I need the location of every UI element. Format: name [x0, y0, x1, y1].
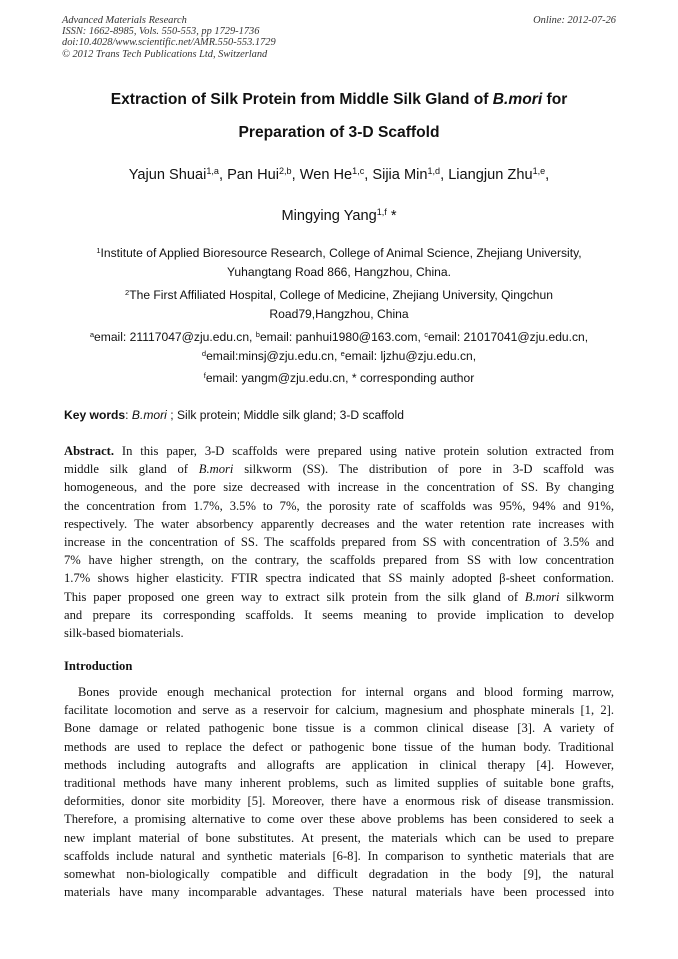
introduction-line: Bones provide enough mechanical protection for internal organs and blood forming marrow,: [78, 685, 614, 699]
introduction-body: [64, 683, 614, 901]
author-name: Mingying Yang: [281, 208, 377, 224]
author-name: Pan Hui: [227, 167, 279, 183]
affiliation-1: $^1$Institute of Applied Bioresource Research, College of Animal Science, Zhejiang University, Yuhangtang Road 866, Hangzhou, China.: [96, 245, 582, 279]
introduction-line: methods including autografts and allografts are application in clinical therapy [4]. However,: [64, 757, 614, 772]
title-line-2: Preparation of 3-D Scaffold: [238, 124, 440, 141]
introduction-line: new implant material of bone substitutes. At present, the materials which can be used to prepare: [64, 830, 614, 845]
email-block: $^a$email: 21117047@zju.edu.cn, $^b$email: panhui1980@163.com, $^c$email: 21017041@zju.edu.cn, $^d$email:minsj@zju.edu.cn, $^e$email: ljzhu@zju.edu.cn,: [89, 329, 589, 363]
introduction-line: deformities, donor site morbidity [5]. Moreover, there have a enormous risk of disease transmission.: [64, 794, 614, 809]
copyright-line: © 2012 Trans Tech Publications Ltd, Switzerland: [62, 48, 268, 60]
introduction-line: scaffolds include natural and synthetic materials [6-8]. In comparison to synthetic materials that are: [64, 848, 614, 863]
author-name: Sijia Min: [372, 167, 428, 183]
author-line-2: Mingying Yang$^{1,f}$ *: [281, 207, 397, 224]
abstract-line: increase in the concentration of SS. The scaffolds prepared from SS with concentration of 3.5% and: [64, 534, 614, 549]
abstract-line: 7% have higher strength, on the contrary, the scaffolds prepared from SS with low concentration: [64, 553, 614, 568]
introduction-line: somewhat non-biologically compatible and difficult degradation in the body [9], the natural: [64, 866, 614, 881]
abstract-line: silk-based biomaterials.: [64, 625, 184, 640]
title-line-1: Extraction of Silk Protein from Middle Silk Gland of B.mori for: [110, 91, 568, 108]
introduction-heading: Introduction: [64, 659, 133, 673]
abstract-line: and prepare its corresponding scaffolds. It seems meaning to provide implication to develop: [64, 607, 614, 622]
introduction-line: Therefore, a promising alternative to come over these above problems has been considered to seek a: [64, 812, 614, 827]
abstract: [64, 442, 614, 642]
abstract-label: Abstract.: [64, 444, 115, 458]
journal-name: Advanced Materials Research: [62, 15, 187, 26]
introduction-line: Bone damage or related pathogenic bone tissue is a common clinical disease [3]. A variety of: [64, 721, 614, 736]
author-name: Yajun Shuai: [128, 167, 207, 183]
author-line-1: Yajun Shuai$^{1,a}$, Pan Hui$^{2,b}$, Wen He$^{1,c}$, Sijia Min$^{1,d}$, Liangjun Zhu$^{1,e}$,: [128, 166, 550, 183]
doi-line: doi:10.4028/www.scientific.net/AMR.550-553.1729: [62, 37, 276, 49]
email-a: email: 21117047@zju.edu.cn,: [94, 330, 256, 344]
journal-header: [62, 15, 276, 60]
abstract-line: homogeneous, and the pore size decreased with increase in the concentration of SS. By changing: [64, 480, 614, 495]
email-b: email: panhui1980@163.com,: [259, 330, 425, 344]
abstract-line: respectively. The water absorbency apparently decreases and the water retention rate increases with: [64, 516, 614, 531]
abstract-line: 1.7% shows higher elasticity. FTIR spectra indicated that SS mainly adopted β-sheet conformation.: [64, 571, 614, 586]
author-name: Wen He: [299, 167, 353, 183]
abstract-line: This paper proposed one green way to extract silk protein from the silk gland of B.mori silkworm: [64, 589, 614, 604]
introduction-line: facilitate locomotion and serve as a reservoir for calcium, magnesium and phosphate minerals [1, 2].: [64, 703, 614, 718]
abstract-line: middle silk gland of B.mori silkworm (SS). The distribution of pore in 3-D scaffold was: [64, 462, 614, 477]
email-c: email: 21017041@zju.edu.cn,: [427, 330, 589, 344]
introduction-line: materials have many incomparable advantages. These natural materials have been processed into: [64, 885, 614, 900]
abstract-line: the concentration from 1.7%, 3.5% to 7%, the porosity rate of scaffolds was 95%, 94% and 91%,: [64, 498, 614, 513]
affiliation-2: $^2$The First Affiliated Hospital, College of Medicine, Zhejiang University, Qingchun Road79,Hangzhou, China: [125, 287, 553, 321]
abstract-line: Abstract. In this paper, 3-D scaffolds were prepared using native protein solution extracted from: [64, 444, 614, 458]
keywords-label: Key words: [64, 408, 126, 422]
keywords: Key words: B.mori ; Silk protein; Middle silk gland; 3-D scaffold: [64, 408, 404, 422]
introduction-line: traditional methods have many inherent problems, such as limited supplies of suitable bone grafts,: [64, 775, 614, 790]
issn-line: ISSN: 1662-8985, Vols. 550-553, pp 1729-1736: [62, 26, 260, 38]
email-e: email: ljzhu@zju.edu.cn,: [344, 349, 477, 363]
introduction-line: methods are used to replace the defect or pathogenic bone tissue of the human body. Traditional: [64, 739, 614, 754]
email-d: email:minsj@zju.edu.cn,: [206, 349, 341, 363]
online-date: Online: 2012-07-26: [533, 15, 616, 26]
author-name: Liangjun Zhu: [448, 167, 533, 183]
email-corresponding: $^f$email: yangm@zju.edu.cn, * corresponding author: [203, 370, 475, 385]
